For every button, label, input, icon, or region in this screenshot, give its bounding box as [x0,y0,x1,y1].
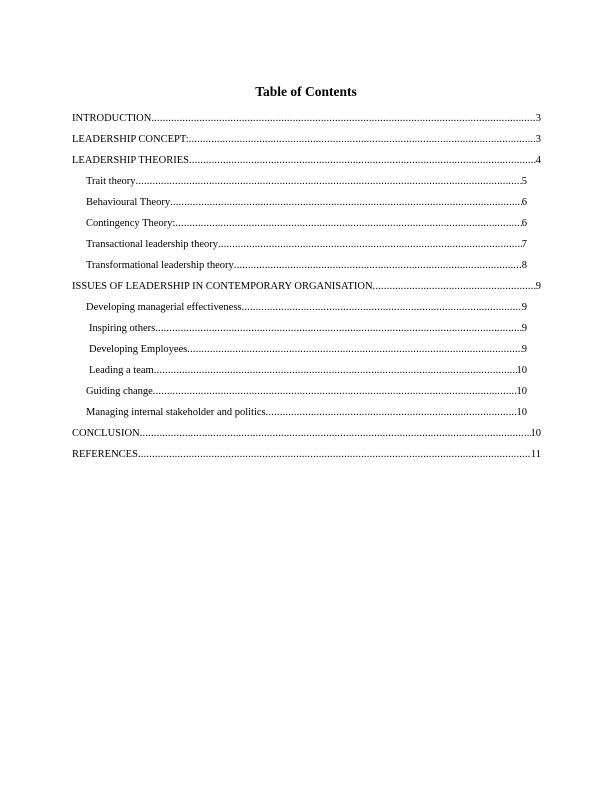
toc-entry-label: CONCLUSION [72,428,140,439]
dot-leader [154,364,517,378]
toc-entry[interactable] [86,301,527,315]
toc-entry-label: REFERENCES [72,449,138,460]
toc-entry-label: LEADERSHIP THEORIES [72,155,189,166]
toc-entry[interactable] [86,406,527,420]
dot-leader [170,196,522,210]
toc-entry[interactable] [86,217,527,231]
toc-entry[interactable] [86,259,527,273]
toc-entry-label: Inspiring others [89,323,156,334]
toc-entry[interactable] [89,364,527,378]
toc-entry[interactable] [86,385,527,399]
toc-entry[interactable] [72,448,541,462]
toc-entry[interactable] [86,196,527,210]
dot-leader [140,427,531,441]
toc-entry-page: 9 [521,302,527,313]
toc-entry-label: Developing Employees [89,344,188,355]
dot-leader [234,259,522,273]
toc-title: Table of Contents [255,84,357,99]
toc-entry[interactable] [72,427,541,441]
toc-entry-page: 10 [516,407,527,418]
dot-leader [155,322,522,336]
toc-entry-page: 9 [521,344,527,355]
toc-entry-label: Managing internal stakeholder and politics [86,407,266,418]
dot-leader [138,448,531,462]
dot-leader [242,301,522,315]
toc-entry-label: Trait theory [86,176,136,187]
dot-leader [136,175,522,189]
dot-leader [153,385,517,399]
toc-entry-label: INTRODUCTION [72,113,152,124]
toc-entry[interactable] [86,175,527,189]
dot-leader [189,133,536,147]
toc-entry-page: 11 [530,449,541,460]
toc-entry-label: LEADERSHIP CONCEPT: [72,134,189,145]
toc-entry[interactable] [89,343,527,357]
toc-entry-page: 3 [535,134,541,145]
toc-entry-page: 7 [521,239,527,250]
toc-entry-page: 6 [521,218,527,229]
toc-entry-page: 9 [521,323,527,334]
toc-entry-label: Contingency Theory: [86,218,176,229]
toc-entry[interactable] [72,112,541,126]
toc-entry-label: Behavioural Theory [86,197,171,208]
toc-entry-label: ISSUES OF LEADERSHIP IN CONTEMPORARY ORGANISATION [72,281,373,292]
toc-entry-page: 4 [535,155,541,166]
dot-leader [187,343,521,357]
dot-leader [189,154,536,168]
toc-entry-page: 5 [521,176,527,187]
dot-leader [373,280,536,294]
toc-entry-label: Transactional leadership theory [86,239,218,250]
dot-leader [218,238,522,252]
toc-entry-label: Developing managerial effectiveness [86,302,242,313]
toc-entry[interactable] [72,133,541,147]
toc-entry-page: 10 [530,428,541,439]
toc-entry-page: 9 [535,281,541,292]
toc-entry[interactable] [89,322,527,336]
toc-entry[interactable] [72,280,541,294]
toc-entry-page: 10 [516,365,527,376]
toc-entry-label: Leading a team [89,365,154,376]
toc-entry-page: 6 [521,197,527,208]
toc-entry-page: 10 [516,386,527,397]
toc-entry-page: 3 [535,113,541,124]
toc-entry-label: Guiding change [86,386,153,397]
toc-entry[interactable] [86,238,527,252]
dot-leader [266,406,517,420]
dot-leader [151,112,535,126]
toc-entry-page: 8 [521,260,527,271]
dot-leader [175,217,521,231]
toc-entry-label: Transformational leadership theory [86,260,234,271]
toc-entry[interactable] [72,154,541,168]
